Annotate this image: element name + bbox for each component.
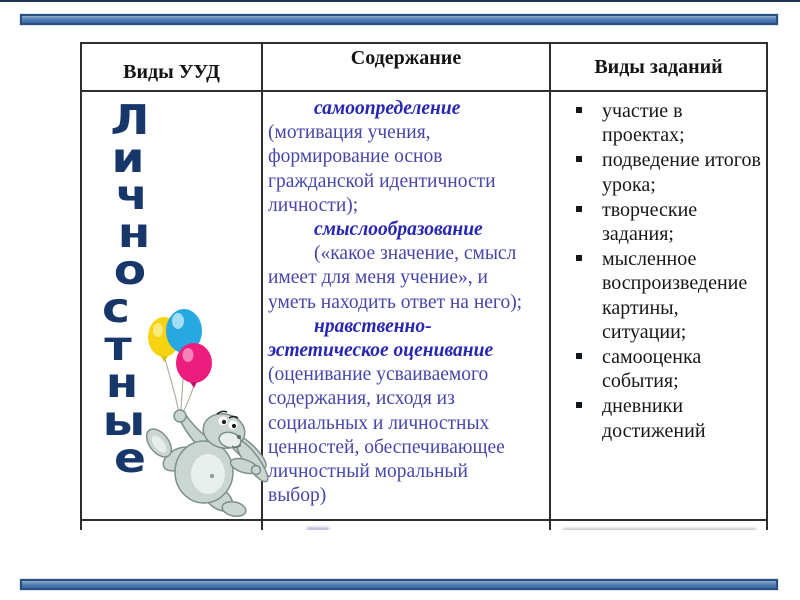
top-accent-bar bbox=[20, 14, 778, 25]
cell-content bbox=[263, 92, 551, 519]
task-item: подведение итогов урока; bbox=[575, 148, 766, 196]
content-text-line: формирование основ bbox=[268, 146, 443, 168]
uud-table bbox=[80, 42, 768, 530]
content-text-line: ценностей, обеспечивающее bbox=[268, 436, 505, 458]
content-text-line: выбор) bbox=[268, 485, 327, 507]
content-text-line: (оценивание усваиваемого bbox=[268, 364, 489, 386]
task-item: мысленное воспроизведение картины, ситуации; bbox=[575, 247, 766, 344]
vertical-letter: е bbox=[114, 434, 146, 483]
hare bbox=[142, 409, 270, 518]
vertical-letter: и bbox=[111, 133, 145, 182]
cutoff-text-hint bbox=[307, 527, 329, 530]
content-term-line: нравственно- bbox=[314, 315, 432, 337]
content-text-line: гражданской идентичности bbox=[268, 170, 496, 192]
vertical-letter: ч bbox=[115, 171, 149, 220]
content-text-line: содержания, исходя из bbox=[268, 388, 455, 410]
content-term-line: самоопределение bbox=[314, 98, 461, 119]
task-item: творческие задания; bbox=[575, 198, 766, 246]
header-vidy-uud: Виды УУД bbox=[82, 44, 263, 90]
content-text-line: («какое значение, смысл bbox=[314, 243, 517, 265]
next-row-cell-category bbox=[82, 521, 263, 530]
cutoff-text-hint bbox=[563, 528, 756, 530]
top-edge-line bbox=[0, 0, 800, 2]
bottom-accent-bar bbox=[20, 579, 778, 590]
hare-with-balloons-illustration bbox=[138, 302, 270, 520]
content-text-line: личностный моральный bbox=[268, 461, 468, 483]
vertical-letter: ы bbox=[102, 396, 146, 445]
content-text-line: имеет для меня учение», и bbox=[268, 267, 488, 289]
next-row-cell-tasks bbox=[551, 521, 766, 530]
header-soderzhanie: Содержание bbox=[263, 44, 551, 90]
content-text-block bbox=[268, 97, 546, 508]
task-item: самооценка события; bbox=[575, 345, 766, 393]
vertical-letter: т bbox=[104, 321, 132, 370]
balloons bbox=[148, 309, 212, 388]
vertical-letter: н bbox=[105, 359, 139, 408]
next-row-cell-content bbox=[263, 521, 551, 530]
cell-category-lichnostnye bbox=[82, 92, 263, 519]
header-vidy-zadaniy: Виды заданий bbox=[594, 56, 723, 78]
tasks-list bbox=[551, 99, 766, 443]
table-body-row bbox=[82, 92, 766, 521]
content-term-line: смыслообразование bbox=[314, 219, 483, 241]
next-row-partial bbox=[82, 521, 766, 530]
vertical-letter: н bbox=[117, 208, 151, 257]
task-item: участие в проектах; bbox=[575, 99, 766, 147]
content-text-line: уметь находить ответ на него); bbox=[268, 291, 523, 313]
vertical-letter: Л bbox=[110, 96, 150, 144]
vertical-letter: о bbox=[113, 246, 147, 295]
task-item: дневники достижений bbox=[575, 394, 766, 442]
content-text-line: личности); bbox=[268, 194, 359, 216]
table-header-row bbox=[82, 44, 766, 92]
content-term-line: эстетическое оценивание bbox=[268, 340, 494, 362]
cell-tasks bbox=[551, 92, 766, 519]
content-text-line: социальных и личностных bbox=[268, 412, 490, 434]
vertical-letter: с bbox=[102, 283, 130, 332]
content-text-line: (мотивация учения, bbox=[268, 122, 431, 144]
